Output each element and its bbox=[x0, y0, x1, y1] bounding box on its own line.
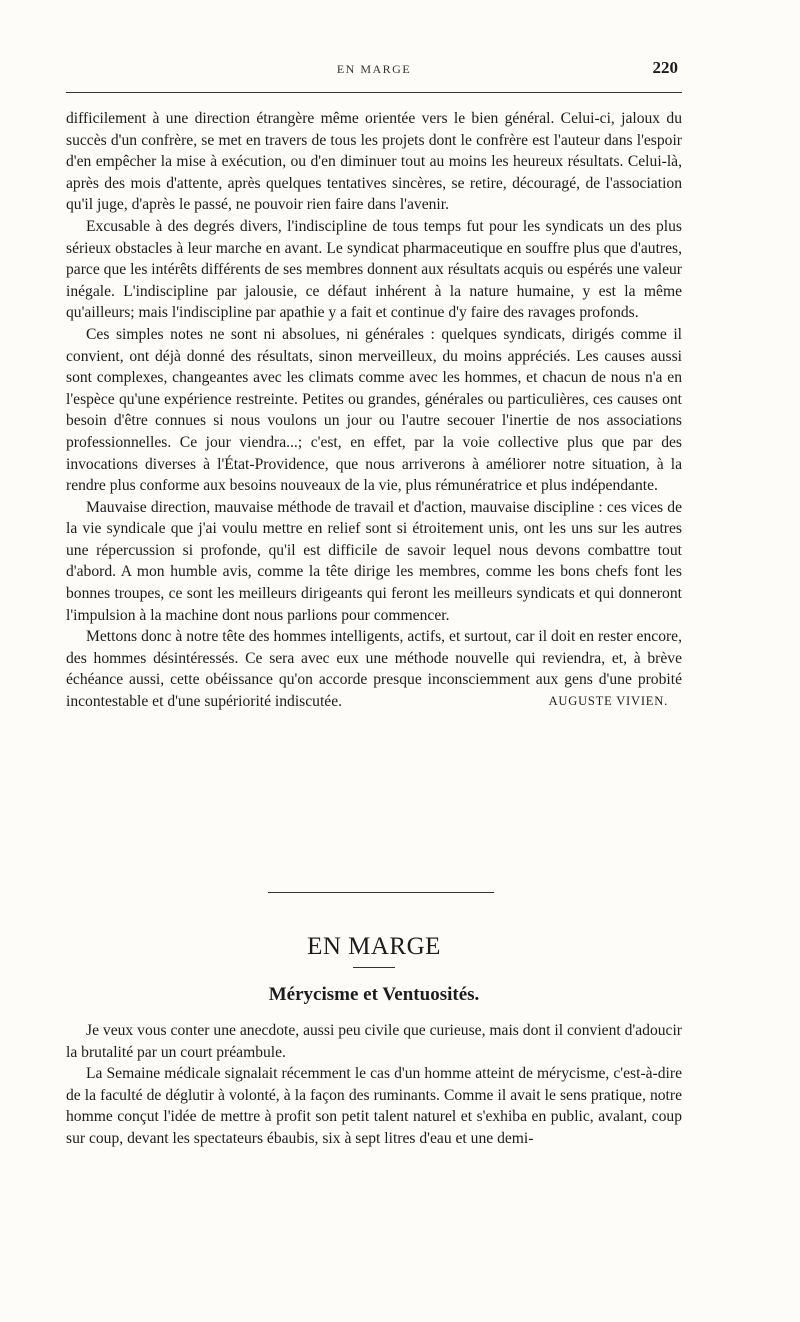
section-separator bbox=[268, 892, 494, 893]
article-paragraph: Ces simples notes ne sont ni absolues, ni générales : quelques syndicats, dirigés comme il convient, ont déjà donné des résultats, sinon merveilleux, du moins appréciés. Les causes aussi sont complexes, changeantes avec les climats comme avec les hommes, et chacun de nous n'a en l'espèce qu'une expérience restreinte. Petites ou grandes, générales ou particulières, ces causes ont besoin d'être connues si nous voulons un jour ou l'autre secouer l'inertie de nos associations professionnelles. Ce jour viendra...; c'est, en effet, par la voie collective plus que par des invocations diverses à l'État-Providence, que nous arriverons à améliorer notre situation, à la rendre plus conforme aux besoins nouveaux de la vie, plus rémunératrice et plus indépendante. bbox=[66, 325, 682, 495]
section-subtitle: Mérycisme et Ventuosités. bbox=[268, 984, 480, 1005]
article-paragraph: Mettons donc à notre tête des hommes intelligents, actifs, et surtout, car il doit en rester encore, des hommes désintéressés. Ce sera avec eux une méthode nouvelle qui reviendra, et, à brève échéance aussi, cette obéissance qu'on accorde presque inconsciemment aux gens d'une probité incontestable et d'une supériorité indiscutée. bbox=[66, 628, 682, 711]
section-paragraph: Je veux vous conter une anecdote, aussi peu civile que curieuse, mais dont il convient d'adoucir la brutalité par un court préambule. bbox=[66, 1022, 682, 1061]
header-rule bbox=[66, 92, 682, 93]
en-marge-section bbox=[66, 930, 682, 1150]
running-title: EN MARGE bbox=[336, 62, 412, 76]
running-head bbox=[66, 58, 682, 82]
page-number: 220 bbox=[652, 58, 678, 77]
section-paragraph: La Semaine médicale signalait récemment le cas d'un homme atteint de mérycisme, c'est-à-dire de la faculté de déglutir à volonté, à la façon des ruminants. Comme il avait le sens pratique, notre homme conçut l'idée de mettre à profit son petit talent naturel et s'exhiba en public, avalant, coup sur coup, devant les spectateurs ébaubis, six à sept litres d'eau et une demi- bbox=[66, 1065, 682, 1147]
article-paragraph: Mauvaise direction, mauvaise méthode de travail et d'action, mauvaise discipline : ces vices de la vie syndicale que j'ai voulu mettre en relief sont si étroitement unis, ont les uns sur les autres une répercussion si profonde, qu'il est difficile de savoir lequel nous devons combattre tout d'abord. A mon humble avis, comme la tête dirige les membres, comme les bons chefs font les bonnes troupes, ce sont les meilleurs dirigeants qui feront les meilleurs syndicats et qui donneront l'impulsion à la machine dont nous parlions pour commencer. bbox=[66, 498, 682, 624]
author-signature: AUGUSTE VIVIEN. bbox=[548, 694, 668, 709]
article-paragraph: Excusable à des degrés divers, l'indiscipline de tous temps fut pour les syndicats un des plus sérieux obstacles à leur marche en avant. Le syndicat pharmaceutique en souffre plus que d'autres, parce que les intérêts différents de ses membres donnent aux résultats acquis ou espérés une valeur inégale. L'indiscipline par jalousie, ce défaut inhérent à la nature humaine, y est la même qu'ailleurs; mais l'indiscipline par apathie y a fait et continue d'y faire des ravages profonds. bbox=[66, 217, 682, 322]
article-paragraph: difficilement à une direction étrangère même orientée vers le bien général. Celui-ci, jaloux du succès d'un confrère, se met en travers de tous les projets dont le confrère est l'auteur dans l'espoir d'en empêcher la mise à exécution, ou d'en diminuer tout au moins les heureux résultats. Celui-là, après des mois d'attente, après quelques tentatives sincères, se retire, découragé, de l'association qu'il juge, d'après le passé, ne pouvoir rien faire dans l'avenir. bbox=[66, 110, 682, 214]
article-continuation bbox=[66, 108, 682, 713]
title-underline bbox=[353, 967, 395, 968]
section-title: EN MARGE bbox=[307, 933, 441, 960]
